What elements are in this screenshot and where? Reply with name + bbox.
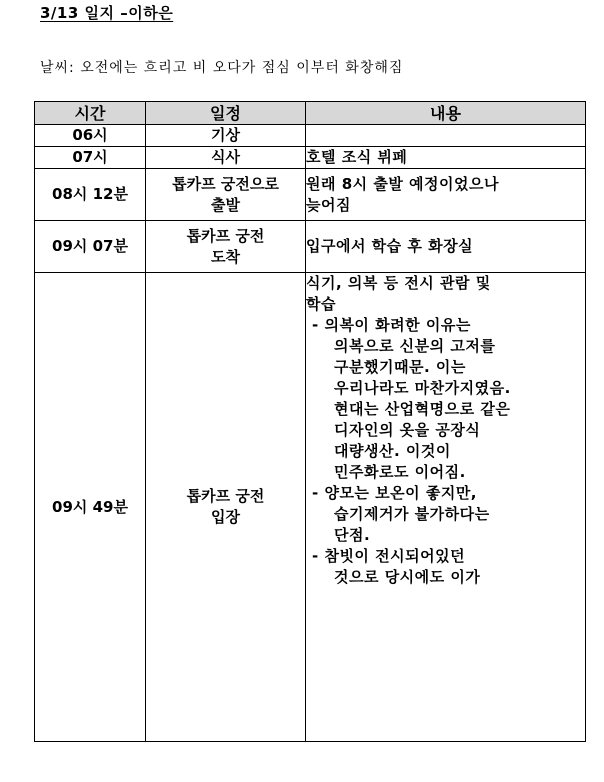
event-cell: 기상 xyxy=(146,125,306,147)
bullet-line: - 양모는 보온이 좋지만, xyxy=(312,484,478,502)
time-cell: 09시 07분 xyxy=(35,221,146,273)
bullet-cont-line: 디자인의 옷을 공장식 xyxy=(334,421,481,439)
intro-line: 식기, 의복 등 전시 관람 및 xyxy=(306,274,491,292)
table-row xyxy=(35,125,586,147)
intro-line: 학습 xyxy=(306,295,336,313)
content-cell: 입구에서 학습 후 화장실 xyxy=(306,221,586,273)
content-cell xyxy=(306,273,586,742)
content-cell xyxy=(306,125,586,147)
bullet-line: - 참빗이 전시되어있던 xyxy=(312,547,466,565)
event-cell xyxy=(146,169,306,221)
bullet-cont-line: 구분했기때문. 이는 xyxy=(334,358,466,376)
table-row xyxy=(35,221,586,273)
bullet-cont-line: 민주화로도 이어짐. xyxy=(334,463,466,481)
event-cell xyxy=(146,273,306,742)
event-line: 톱카프 궁전 xyxy=(186,487,265,505)
table-row xyxy=(35,169,586,221)
bullet-cont-line: 의복으로 신분의 고저를 xyxy=(334,337,496,355)
bullet-cont-line: 우리나라도 마찬가지였음. xyxy=(334,379,511,397)
bullet-cont-line: 현대는 산업혁명으로 같은 xyxy=(334,400,511,418)
time-cell: 09시 49분 xyxy=(35,273,146,742)
header-time: 시간 xyxy=(35,102,146,125)
content-line: 원래 8시 출발 예정이었으나 xyxy=(306,174,499,193)
event-line: 톱카프 궁전 xyxy=(186,226,265,245)
table-row xyxy=(35,273,586,742)
event-cell: 식사 xyxy=(146,147,306,169)
bullet-cont-line: 습기제거가 불가하다는 xyxy=(334,505,490,523)
time-cell: 07시 xyxy=(35,147,146,169)
bullet-cont-line: 대량생산. 이것이 xyxy=(334,442,451,460)
header-event: 일정 xyxy=(146,102,306,125)
event-line: 톱카프 궁전으로 xyxy=(172,174,279,193)
content-line: 늦어짐 xyxy=(306,195,351,214)
event-cell xyxy=(146,221,306,273)
page-title: 3/13 일지 –이하은 xyxy=(40,4,174,22)
event-line: 도착 xyxy=(211,247,240,266)
bullet-cont-line: 것으로 당시에도 이가 xyxy=(334,568,481,586)
time-cell: 08시 12분 xyxy=(35,169,146,221)
event-line: 입장 xyxy=(211,508,240,526)
event-line: 출발 xyxy=(211,195,240,214)
bullet-cont-line: 단점. xyxy=(334,526,371,544)
weather-note: 날씨: 오전에는 흐리고 비 오다가 점심 이부터 화창해짐 xyxy=(40,60,404,76)
header-content: 내용 xyxy=(306,102,586,125)
bullet-line: - 의복이 화려한 이유는 xyxy=(312,316,471,334)
table-header-row xyxy=(35,102,586,125)
schedule-table xyxy=(34,101,586,742)
content-cell: 호텔 조식 뷔페 xyxy=(306,147,586,169)
table-row xyxy=(35,147,586,169)
time-cell: 06시 xyxy=(35,125,146,147)
content-cell xyxy=(306,169,586,221)
